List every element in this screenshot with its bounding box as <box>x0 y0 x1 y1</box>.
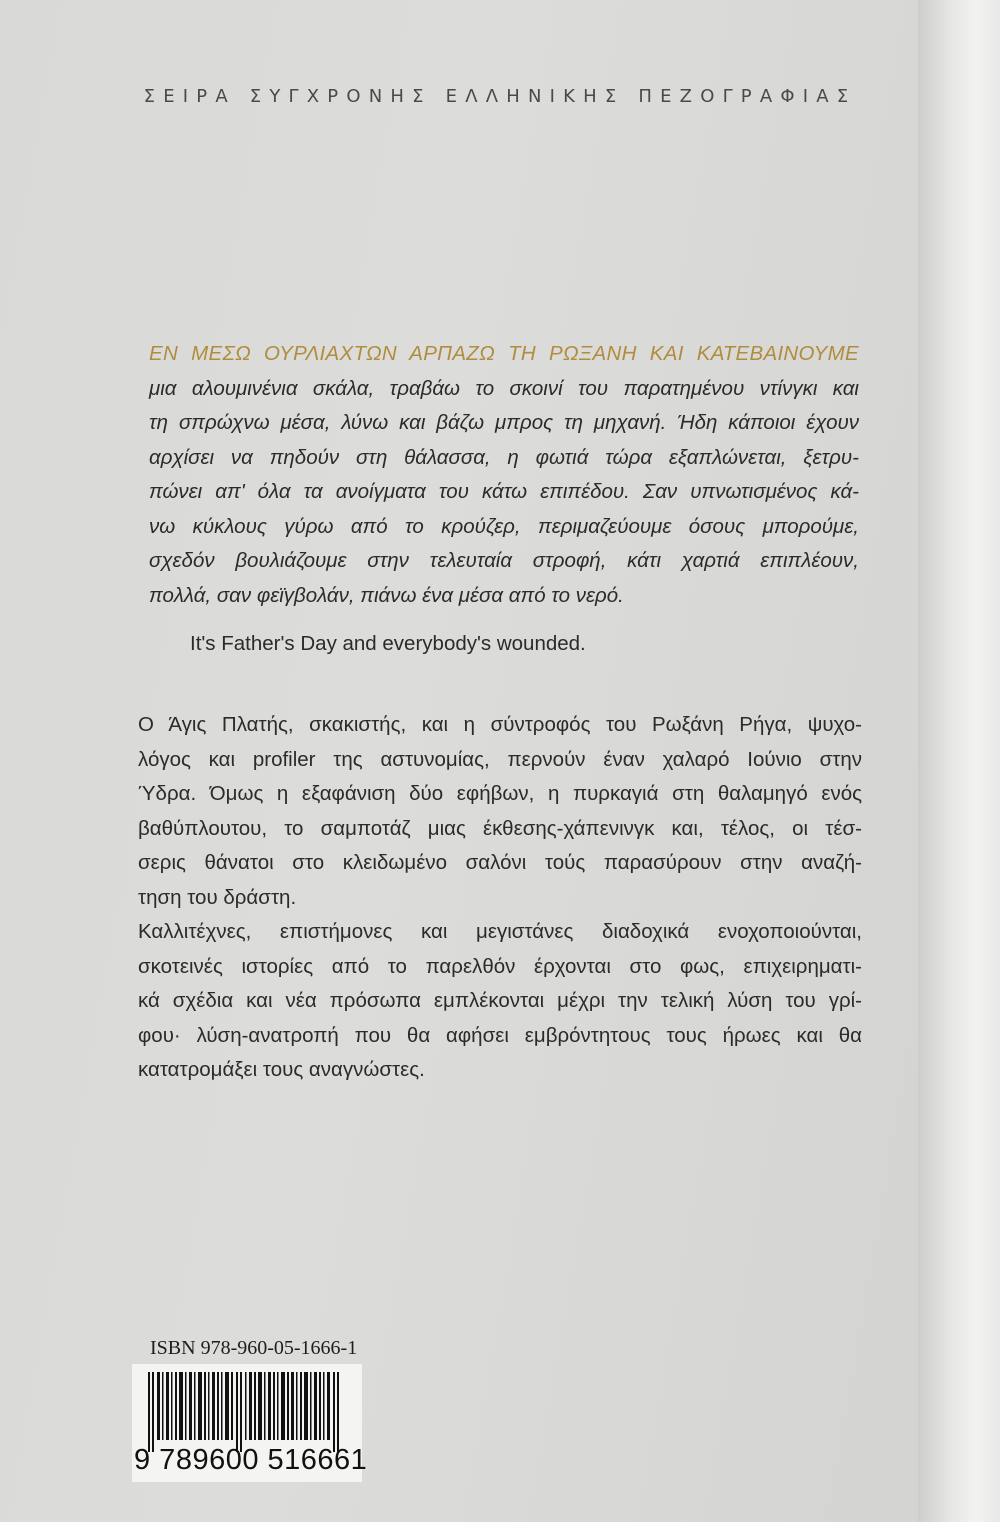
excerpt-block <box>149 337 859 613</box>
excerpt-line: τη σπρώχνω μέσα, λύνω και βάζω μπρος τη μηχανή. Ήδη κάποιοι έχουν <box>149 411 859 434</box>
barcode-bars-icon <box>148 1372 348 1452</box>
synopsis-line: σερις θάνατοι στο κλειδωμένο σαλόνι τούς παρασύρουν στην αναζή- <box>138 851 862 874</box>
synopsis-line: φου· λύση-ανατροπή που θα αφήσει εμβρόντητους τους ήρωες και θα <box>138 1023 862 1047</box>
series-title: ΣΕΙΡΑ ΣΥΓΧΡΟΝΗΣ ΕΛΛΗΝΙΚΗΣ ΠΕΖΟΓΡΑΦΙΑΣ <box>143 86 857 107</box>
english-quote: It's Father's Day and everybody's wounded. <box>190 632 586 655</box>
synopsis-line: λόγος και profiler της αστυνομίας, περνούν έναν χαλαρό Ιούνιο στην <box>138 747 862 771</box>
synopsis-line: Ύδρα. Όμως η εξαφάνιση δύο εφήβων, η πυρκαγιά στη θαλαμηγό ενός <box>138 782 862 805</box>
excerpt-line: μια αλουμινένια σκάλα, τραβάω το σκοινί του παρατημένου ντίνγκι και <box>149 376 859 400</box>
excerpt-line: πολλά, σαν φεϊγβολάν, πιάνω ένα μέσα από το νερό. <box>149 583 624 607</box>
excerpt-line: νω κύκλους γύρω από το κρούζερ, περιμαζεύουμε όσους μπορούμε, <box>149 514 859 538</box>
excerpt-lead-caps: ΕΝ ΜΕΣΩ ΟΥΡΛΙΑΧΤΩΝ ΑΡΠΑΖΩ ΤΗ ΡΩΞΑΝΗ ΚΑΙ ΚΑΤΕΒΑΙΝΟΥΜΕ <box>149 342 859 365</box>
barcode-digits: 9 789600 516661 <box>134 1444 368 1476</box>
synopsis-line: βαθύπλουτου, το σαμποτάζ μιας έκθεσης-χάπενινγκ και, τέλος, οι τέσ- <box>138 816 862 840</box>
synopsis-block <box>138 708 862 1088</box>
synopsis-line: κατατρομάξει τους αναγνώστες. <box>138 1058 425 1081</box>
excerpt-line: πώνει απ' όλα τα ανοίγματα του κάτω επιπέδου. Σαν υπνωτισμένος κά- <box>149 480 859 503</box>
synopsis-line: κά σχέδια και νέα πρόσωπα εμπλέκονται μέχρι την τελική λύση του γρί- <box>138 989 862 1012</box>
spine-edge <box>918 0 1000 1522</box>
synopsis-line: τηση του δράστη. <box>138 885 297 909</box>
isbn-label: ISBN 978-960-05-1666-1 <box>150 1337 358 1359</box>
excerpt-line: αρχίσει να πηδούν στη θάλασσα, η φωτιά τώρα εξαπλώνεται, ξετρυ- <box>149 445 859 469</box>
excerpt-line: σχεδόν βουλιάζουμε στην τελευταία στροφή, κάτι χαρτιά επιπλέουν, <box>149 549 859 572</box>
synopsis-line: σκοτεινές ιστορίες από το παρελθόν έρχονται στο φως, επιχειρηματι- <box>138 954 862 978</box>
barcode <box>132 1364 368 1482</box>
synopsis-line: Καλλιτέχνες, επιστήμονες και μεγιστάνες διαδοχικά ενοχοποιούνται, <box>138 920 862 943</box>
synopsis-line: Ο Άγις Πλατής, σκακιστής, και η σύντροφός του Ρωξάνη Ρήγα, ψυχο- <box>138 713 862 736</box>
